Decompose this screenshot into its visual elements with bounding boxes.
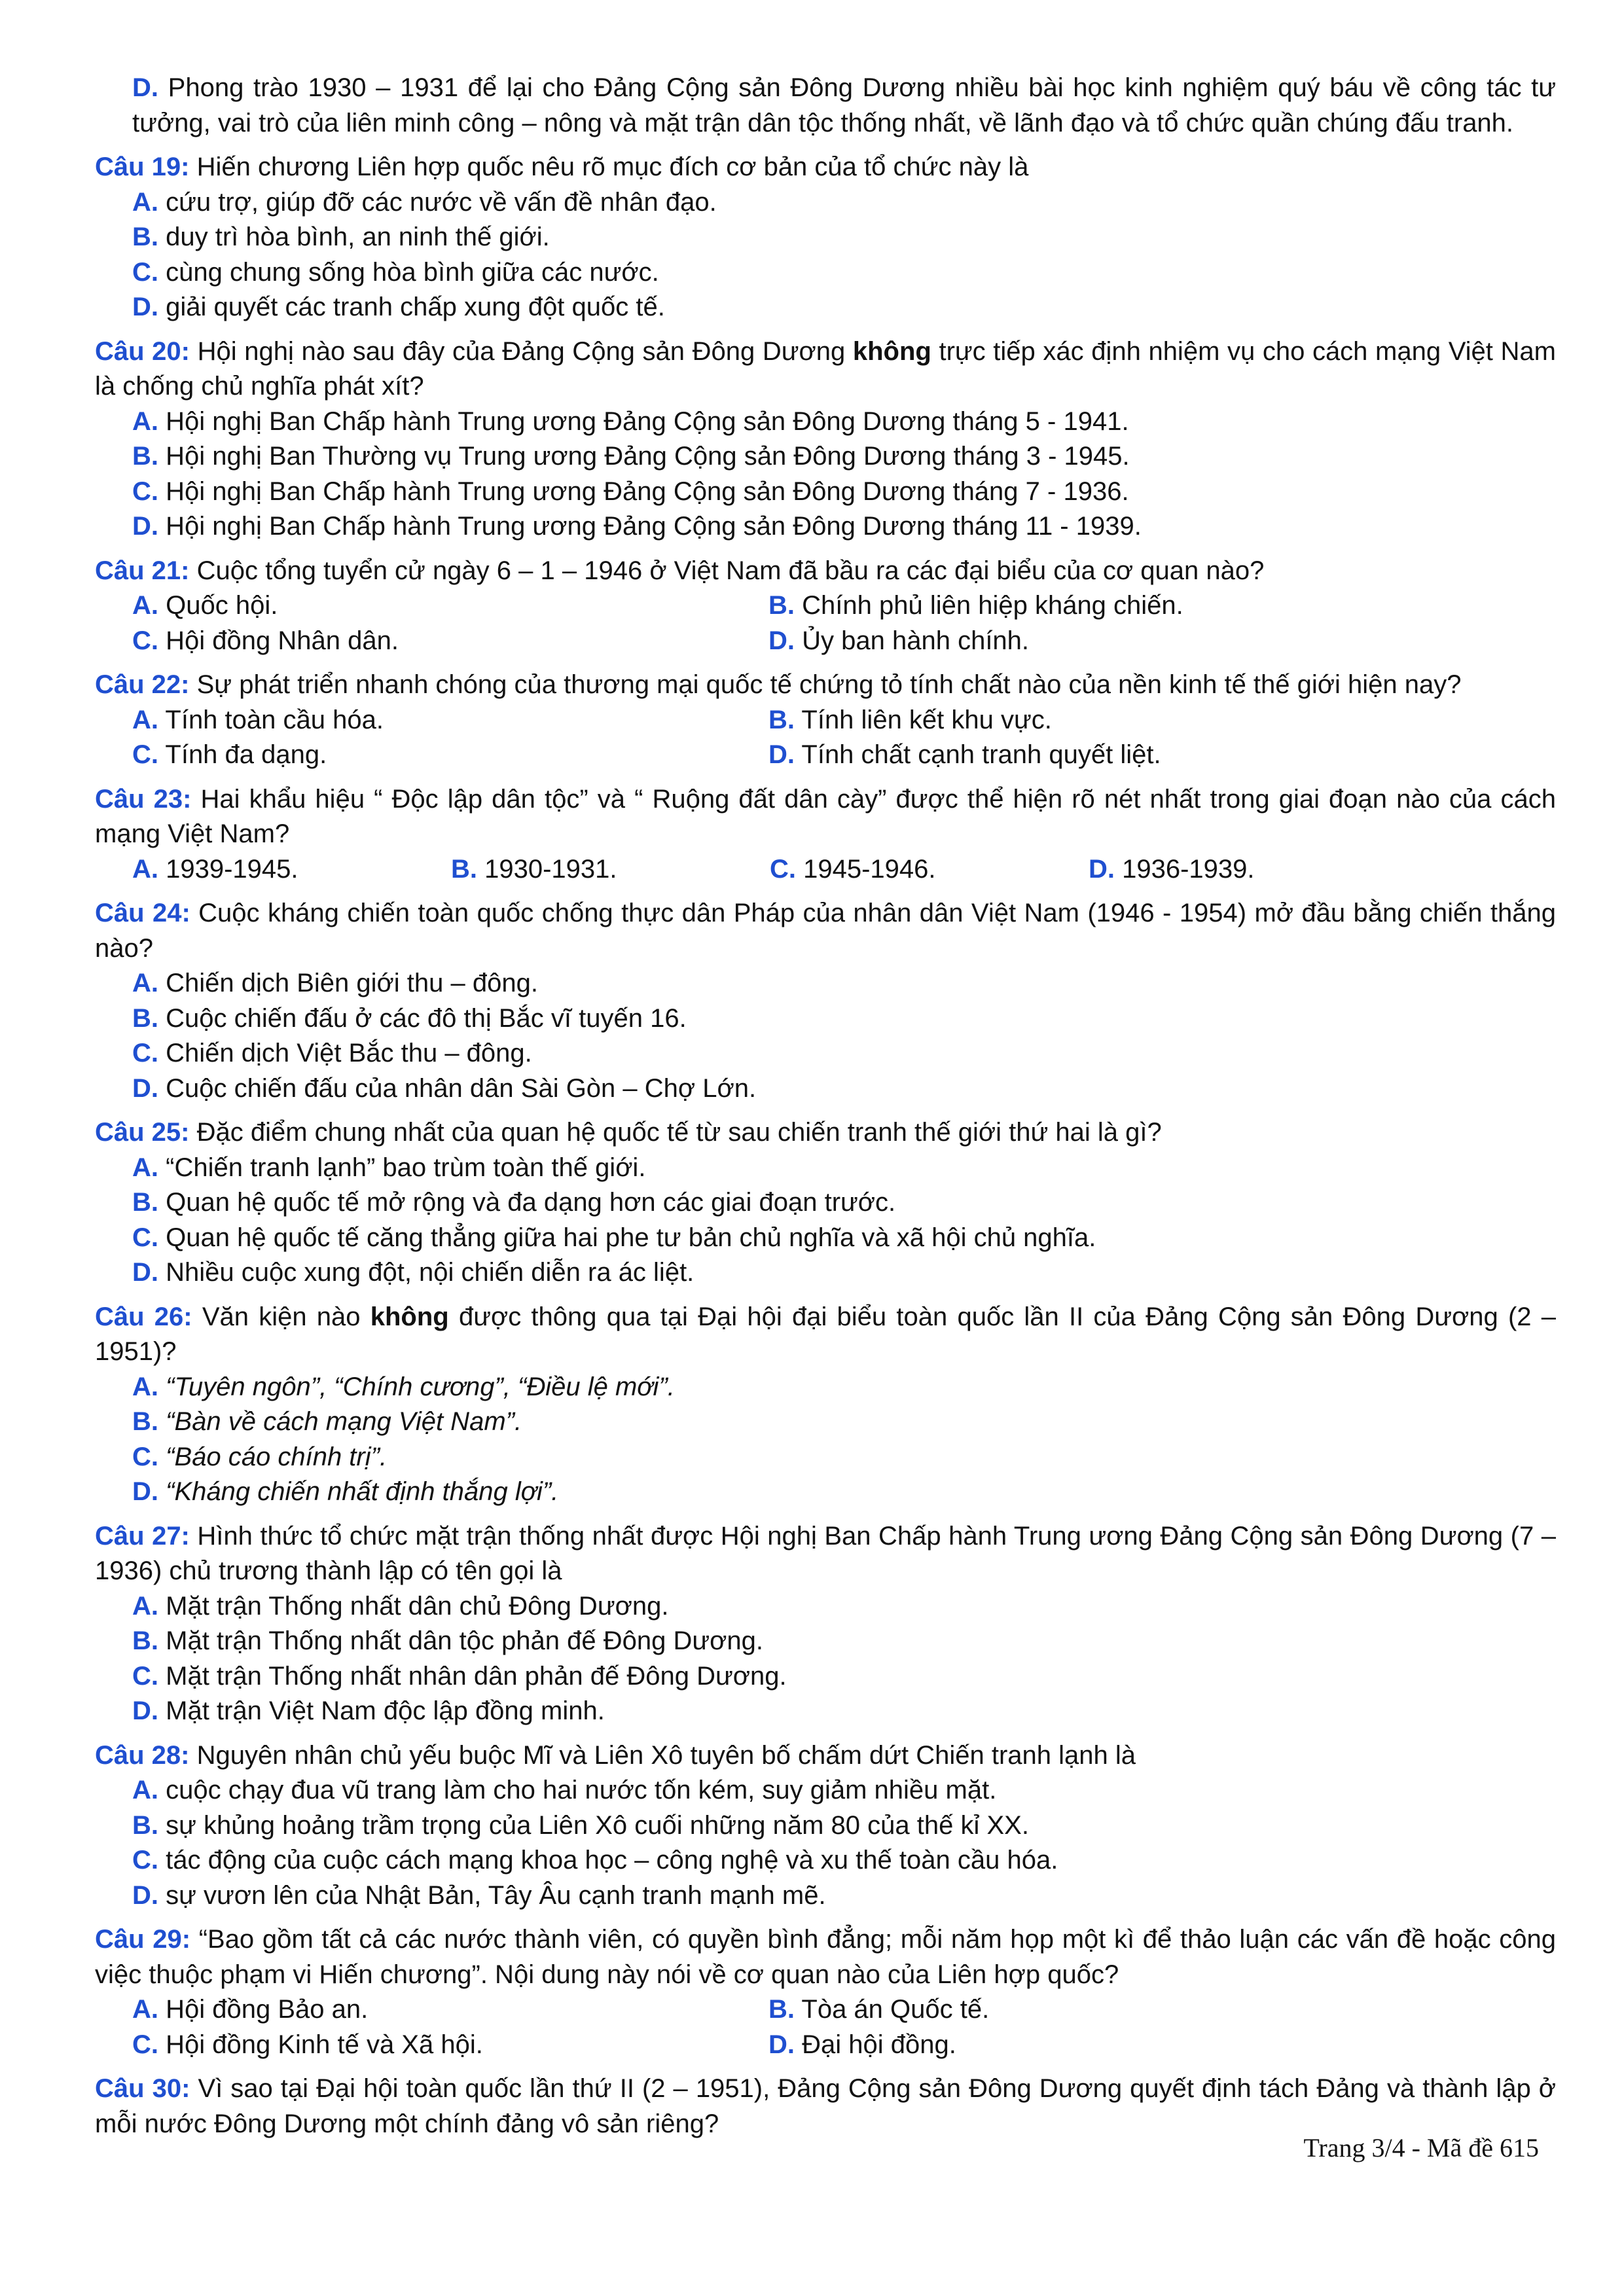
option-text: Phong trào 1930 – 1931 để lại cho Đảng Cộng sản Đông Dương nhiều bài học kinh nghiệm quý báu về công tác tư tưởng, vai trò của liên minh công – nông và mặt trận dân tộc thống nhất, về lãnh đạo và tổ chức quần chúng đấu tranh. bbox=[132, 73, 1556, 137]
option-item bbox=[132, 439, 1556, 475]
question-30 bbox=[95, 2072, 1556, 2142]
option-letter: B. bbox=[132, 1003, 158, 1033]
option-text: Hội nghị Ban Chấp hành Trung ương Đảng Cộng sản Đông Dương tháng 5 - 1941. bbox=[166, 406, 1129, 436]
option-text: Quan hệ quốc tế căng thẳng giữa hai phe tư bản chủ nghĩa và xã hội chủ nghĩa. bbox=[166, 1223, 1096, 1252]
option-letter: A. bbox=[132, 406, 158, 436]
option-item bbox=[132, 1659, 1556, 1695]
option-text: “Chiến tranh lạnh” bao trùm toàn thế giới. bbox=[166, 1153, 646, 1182]
option-item bbox=[1089, 852, 1556, 888]
option-letter: C. bbox=[132, 1442, 158, 1471]
question-26 bbox=[95, 1300, 1556, 1510]
option-letter: C. bbox=[132, 476, 158, 506]
option-item bbox=[132, 703, 768, 738]
question-number: Câu 20: bbox=[95, 336, 190, 366]
question-text: Cuộc tổng tuyển cử ngày 6 – 1 – 1946 ở Việt Nam đã bầu ra các đại biểu của cơ quan nào? bbox=[196, 556, 1265, 585]
option-list bbox=[95, 588, 1556, 658]
question-stem bbox=[95, 554, 1556, 589]
option-letter: B. bbox=[132, 1407, 158, 1436]
option-text: Ủy ban hành chính. bbox=[802, 626, 1030, 655]
option-text: 1930-1931. bbox=[484, 854, 617, 884]
option-letter: C. bbox=[132, 626, 158, 655]
option-letter: B. bbox=[451, 854, 477, 884]
option-text: Tính toàn cầu hóa. bbox=[165, 705, 384, 734]
option-item bbox=[132, 1589, 1556, 1624]
option-text: tác động của cuộc cách mạng khoa học – công nghệ và xu thế toàn cầu hóa. bbox=[166, 1846, 1058, 1874]
emphasis-word: không bbox=[370, 1302, 449, 1331]
question-25 bbox=[95, 1115, 1556, 1291]
option-letter: D. bbox=[132, 293, 158, 321]
question-text: Đặc điểm chung nhất của quan hệ quốc tế từ sau chiến tranh thế giới thứ hai là gì? bbox=[196, 1118, 1162, 1147]
question-number: Câu 26: bbox=[95, 1302, 192, 1331]
option-letter: B. bbox=[132, 223, 158, 251]
question-number: Câu 27: bbox=[95, 1521, 190, 1551]
option-item bbox=[132, 1071, 1556, 1107]
option-letter: A. bbox=[132, 1372, 158, 1401]
option-list bbox=[95, 703, 1556, 773]
option-list bbox=[95, 1151, 1556, 1291]
question-stem bbox=[95, 2072, 1556, 2142]
option-text: “Tuyên ngôn”, “Chính cương”, “Điều lệ mới”. bbox=[166, 1372, 675, 1401]
question-text: trực tiếp xác định nhiệm vụ cho cách mạng Việt Nam là chống chủ nghĩa phát xít? bbox=[95, 336, 1556, 401]
option-item bbox=[132, 255, 1556, 291]
option-text: Mặt trận Việt Nam độc lập đồng minh. bbox=[166, 1696, 605, 1725]
option-text: “Báo cáo chính trị”. bbox=[166, 1442, 388, 1471]
question-stem bbox=[95, 1738, 1556, 1774]
option-letter: A. bbox=[132, 854, 158, 884]
question-stem bbox=[95, 1519, 1556, 1589]
option-text: Quốc hội. bbox=[166, 591, 278, 620]
question-28 bbox=[95, 1738, 1556, 1914]
question-24 bbox=[95, 896, 1556, 1106]
option-item bbox=[132, 2028, 768, 2063]
option-letter: B. bbox=[132, 1188, 158, 1217]
option-text: Quan hệ quốc tế mở rộng và đa dạng hơn các giai đoạn trước. bbox=[166, 1188, 896, 1217]
option-item bbox=[132, 1992, 768, 2028]
option-item bbox=[132, 1878, 1556, 1914]
option-letter: A. bbox=[132, 705, 158, 734]
option-item bbox=[132, 1185, 1556, 1221]
question-text: Nguyên nhân chủ yếu buộc Mĩ và Liên Xô tuyên bố chấm dứt Chiến tranh lạnh là bbox=[196, 1740, 1136, 1770]
option-letter: B. bbox=[132, 1626, 158, 1655]
option-letter: A. bbox=[132, 969, 158, 997]
option-letter: A. bbox=[132, 1995, 158, 2024]
question-number: Câu 28: bbox=[95, 1740, 190, 1770]
question-text: được thông qua tại Đại hội đại biểu toàn quốc lần II của Đảng Cộng sản Đông Dương (2 – 1951)? bbox=[95, 1302, 1556, 1366]
question-stem bbox=[95, 668, 1556, 703]
option-text: Hội nghị Ban Chấp hành Trung ương Đảng Cộng sản Đông Dương tháng 11 - 1939. bbox=[166, 512, 1142, 541]
option-item bbox=[132, 588, 768, 624]
option-text: cuộc chạy đua vũ trang làm cho hai nước tốn kém, suy giảm nhiều mặt. bbox=[166, 1776, 997, 1804]
option-item bbox=[132, 1808, 1556, 1844]
option-item bbox=[132, 509, 1556, 545]
exam-page bbox=[95, 71, 1556, 2142]
option-list bbox=[95, 852, 1556, 888]
option-text: 1939-1945. bbox=[166, 854, 298, 884]
option-item bbox=[132, 1475, 1556, 1510]
option-letter: A. bbox=[132, 591, 158, 620]
option-text: duy trì hòa bình, an ninh thế giới. bbox=[166, 223, 550, 251]
option-letter: C. bbox=[770, 854, 796, 884]
option-item bbox=[132, 1255, 1556, 1291]
option-text: Tính chất cạnh tranh quyết liệt. bbox=[801, 740, 1161, 769]
question-stem bbox=[95, 1922, 1556, 1992]
option-text: Chiến dịch Biên giới thu – đông. bbox=[166, 969, 538, 997]
option-letter: C. bbox=[132, 1846, 158, 1874]
option-letter: D. bbox=[132, 1880, 158, 1910]
emphasis-word: không bbox=[852, 336, 931, 366]
question-text: Vì sao tại Đại hội toàn quốc lần thứ II (2 – 1951), Đảng Cộng sản Đông Dương quyết định tách Đảng và thành lập ở mỗi nước Đông Dương một chính đảng vô sản riêng? bbox=[95, 2074, 1556, 2138]
option-list bbox=[95, 1773, 1556, 1913]
option-letter: D. bbox=[1089, 854, 1115, 884]
option-letter: C. bbox=[132, 740, 158, 769]
option-item bbox=[768, 624, 1556, 659]
option-list bbox=[95, 404, 1556, 545]
option-item bbox=[132, 475, 1556, 510]
option-list bbox=[95, 185, 1556, 325]
option-item bbox=[132, 71, 1556, 141]
option-text: Mặt trận Thống nhất dân chủ Đông Dương. bbox=[166, 1591, 669, 1621]
option-item bbox=[132, 220, 1556, 255]
option-item bbox=[132, 624, 768, 659]
question-text: Hiến chương Liên hợp quốc nêu rõ mục đích cơ bản của tổ chức này là bbox=[196, 152, 1029, 181]
option-item bbox=[768, 703, 1556, 738]
option-text: giải quyết các tranh chấp xung đột quốc tế. bbox=[166, 293, 665, 321]
option-letter: C. bbox=[132, 1661, 158, 1691]
option-text: Chiến dịch Việt Bắc thu – đông. bbox=[166, 1039, 532, 1067]
option-text: Mặt trận Thống nhất nhân dân phản đế Đông Dương. bbox=[166, 1661, 787, 1691]
option-item bbox=[451, 852, 770, 888]
option-letter: D. bbox=[132, 1073, 158, 1103]
option-letter: B. bbox=[768, 705, 795, 734]
option-item bbox=[768, 1992, 1556, 2028]
question-number: Câu 22: bbox=[95, 670, 190, 699]
question-number: Câu 29: bbox=[95, 1925, 191, 1954]
option-item bbox=[768, 588, 1556, 624]
option-text: Đại hội đồng. bbox=[802, 2030, 956, 2059]
option-list bbox=[95, 966, 1556, 1106]
option-text: Hội nghị Ban Chấp hành Trung ương Đảng Cộng sản Đông Dương tháng 7 - 1936. bbox=[166, 476, 1129, 506]
option-item bbox=[132, 1624, 1556, 1659]
option-item bbox=[132, 1001, 1556, 1037]
option-letter: A. bbox=[132, 1776, 158, 1804]
option-letter: C. bbox=[132, 1223, 158, 1252]
option-letter: D. bbox=[768, 740, 795, 769]
option-letter: A. bbox=[132, 187, 158, 217]
question-stem bbox=[95, 1300, 1556, 1370]
question-19 bbox=[95, 150, 1556, 325]
option-item bbox=[770, 852, 1089, 888]
option-text: cứu trợ, giúp đỡ các nước về vấn đề nhân đạo. bbox=[166, 187, 717, 217]
option-item bbox=[132, 1036, 1556, 1071]
question-stem bbox=[95, 782, 1556, 852]
option-letter: A. bbox=[132, 1591, 158, 1621]
question-stem bbox=[95, 896, 1556, 966]
option-letter: C. bbox=[132, 257, 158, 287]
option-text: Hội đồng Bảo an. bbox=[166, 1995, 369, 2024]
continuation-option bbox=[95, 71, 1556, 141]
option-list bbox=[95, 1992, 1556, 2062]
question-number: Câu 19: bbox=[95, 152, 190, 181]
question-23 bbox=[95, 782, 1556, 888]
question-22 bbox=[95, 668, 1556, 773]
option-item bbox=[132, 1440, 1556, 1475]
option-letter: C. bbox=[132, 2030, 158, 2059]
option-letter: C. bbox=[132, 1039, 158, 1067]
option-item bbox=[768, 2028, 1556, 2063]
option-letter: D. bbox=[132, 1696, 158, 1725]
question-number: Câu 30: bbox=[95, 2074, 190, 2103]
option-text: Nhiều cuộc xung đột, nội chiến diễn ra ác liệt. bbox=[166, 1258, 695, 1287]
option-item bbox=[132, 1405, 1556, 1440]
option-text: Tòa án Quốc tế. bbox=[801, 1995, 990, 2024]
question-number: Câu 21: bbox=[95, 556, 190, 585]
option-item bbox=[132, 1370, 1556, 1405]
question-text: Sự phát triển nhanh chóng của thương mại quốc tế chứng tỏ tính chất nào của nền kinh tế thế giới hiện nay? bbox=[196, 670, 1462, 699]
option-letter: D. bbox=[132, 512, 158, 541]
option-item bbox=[132, 1843, 1556, 1878]
question-text: Hội nghị nào sau đây của Đảng Cộng sản Đông Dương bbox=[197, 336, 846, 366]
option-item bbox=[132, 1694, 1556, 1729]
question-text: Cuộc kháng chiến toàn quốc chống thực dân Pháp của nhân dân Việt Nam (1946 - 1954) mở đầu bằng chiến thắng nào? bbox=[95, 899, 1556, 963]
option-text: 1945-1946. bbox=[803, 854, 936, 884]
option-text: Tính đa dạng. bbox=[165, 740, 327, 769]
question-text: Hình thức tổ chức mặt trận thống nhất được Hội nghị Ban Chấp hành Trung ương Đảng Cộng sản Đông Dương (7 – 1936) chủ trương thành lập có tên gọi là bbox=[95, 1521, 1556, 1585]
option-text: sự khủng hoảng trầm trọng của Liên Xô cuối những năm 80 của thế kỉ XX. bbox=[166, 1810, 1029, 1840]
option-letter: D. bbox=[132, 1258, 158, 1287]
option-item bbox=[132, 1773, 1556, 1808]
option-letter: D. bbox=[768, 2030, 795, 2059]
option-text: Cuộc chiến đấu ở các đô thị Bắc vĩ tuyến 16. bbox=[166, 1003, 687, 1033]
question-number: Câu 23: bbox=[95, 784, 192, 814]
option-item bbox=[132, 852, 451, 888]
question-stem bbox=[95, 1115, 1556, 1151]
option-text: cùng chung sống hòa bình giữa các nước. bbox=[166, 257, 659, 287]
option-text: “Bàn về cách mạng Việt Nam”. bbox=[166, 1407, 522, 1436]
question-stem bbox=[95, 334, 1556, 404]
question-text: Hai khẩu hiệu “ Độc lập dân tộc” và “ Ruộng đất dân cày” được thể hiện rõ nét nhất trong giai đoạn nào của cách mạng Việt Nam? bbox=[95, 784, 1556, 848]
question-text: “Bao gồm tất cả các nước thành viên, có quyền bình đẳng; mỗi năm họp một kì để thảo luận các vấn đề hoặc công việc thuộc phạm vi Hiến chương”. Nội dung này nói về cơ quan nào của Liên hợp quốc? bbox=[95, 1925, 1556, 1989]
option-text: Mặt trận Thống nhất dân tộc phản đế Đông Dương. bbox=[166, 1626, 763, 1655]
option-text: Hội đồng Kinh tế và Xã hội. bbox=[166, 2030, 483, 2059]
option-letter: B. bbox=[132, 1810, 158, 1840]
option-letter: B. bbox=[768, 1995, 795, 2024]
option-letter: A. bbox=[132, 1153, 158, 1182]
question-29 bbox=[95, 1922, 1556, 2062]
option-item bbox=[132, 185, 1556, 221]
question-21 bbox=[95, 554, 1556, 659]
question-number: Câu 25: bbox=[95, 1118, 190, 1147]
option-item bbox=[132, 404, 1556, 440]
option-letter: B. bbox=[768, 591, 795, 620]
option-text: Hội đồng Nhân dân. bbox=[166, 626, 399, 655]
option-item bbox=[132, 966, 1556, 1001]
option-text: Tính liên kết khu vực. bbox=[801, 705, 1052, 734]
option-text: sự vươn lên của Nhật Bản, Tây Âu cạnh tranh mạnh mẽ. bbox=[166, 1880, 826, 1910]
option-list bbox=[95, 1370, 1556, 1510]
option-text: Hội nghị Ban Thường vụ Trung ương Đảng Cộng sản Đông Dương tháng 3 - 1945. bbox=[166, 442, 1130, 471]
option-letter: D. bbox=[132, 1477, 158, 1506]
option-text: Cuộc chiến đấu của nhân dân Sài Gòn – Chợ Lớn. bbox=[166, 1073, 757, 1103]
option-letter: B. bbox=[132, 442, 158, 471]
option-list bbox=[95, 1589, 1556, 1729]
question-text: Văn kiện nào bbox=[202, 1302, 361, 1331]
question-20 bbox=[95, 334, 1556, 545]
option-text: “Kháng chiến nhất định thắng lợi”. bbox=[166, 1477, 559, 1506]
option-item bbox=[132, 1151, 1556, 1186]
option-item bbox=[132, 1221, 1556, 1256]
question-27 bbox=[95, 1519, 1556, 1729]
option-letter: D. bbox=[768, 626, 795, 655]
question-stem bbox=[95, 150, 1556, 185]
option-item bbox=[768, 738, 1556, 773]
question-number: Câu 24: bbox=[95, 899, 190, 927]
option-letter: D. bbox=[132, 73, 158, 102]
option-item bbox=[132, 738, 768, 773]
option-text: 1936-1939. bbox=[1122, 854, 1255, 884]
option-text: Chính phủ liên hiệp kháng chiến. bbox=[802, 591, 1183, 620]
option-item bbox=[132, 290, 1556, 325]
page-footer: Trang 3/4 - Mã đề 615 bbox=[1303, 2133, 1539, 2162]
